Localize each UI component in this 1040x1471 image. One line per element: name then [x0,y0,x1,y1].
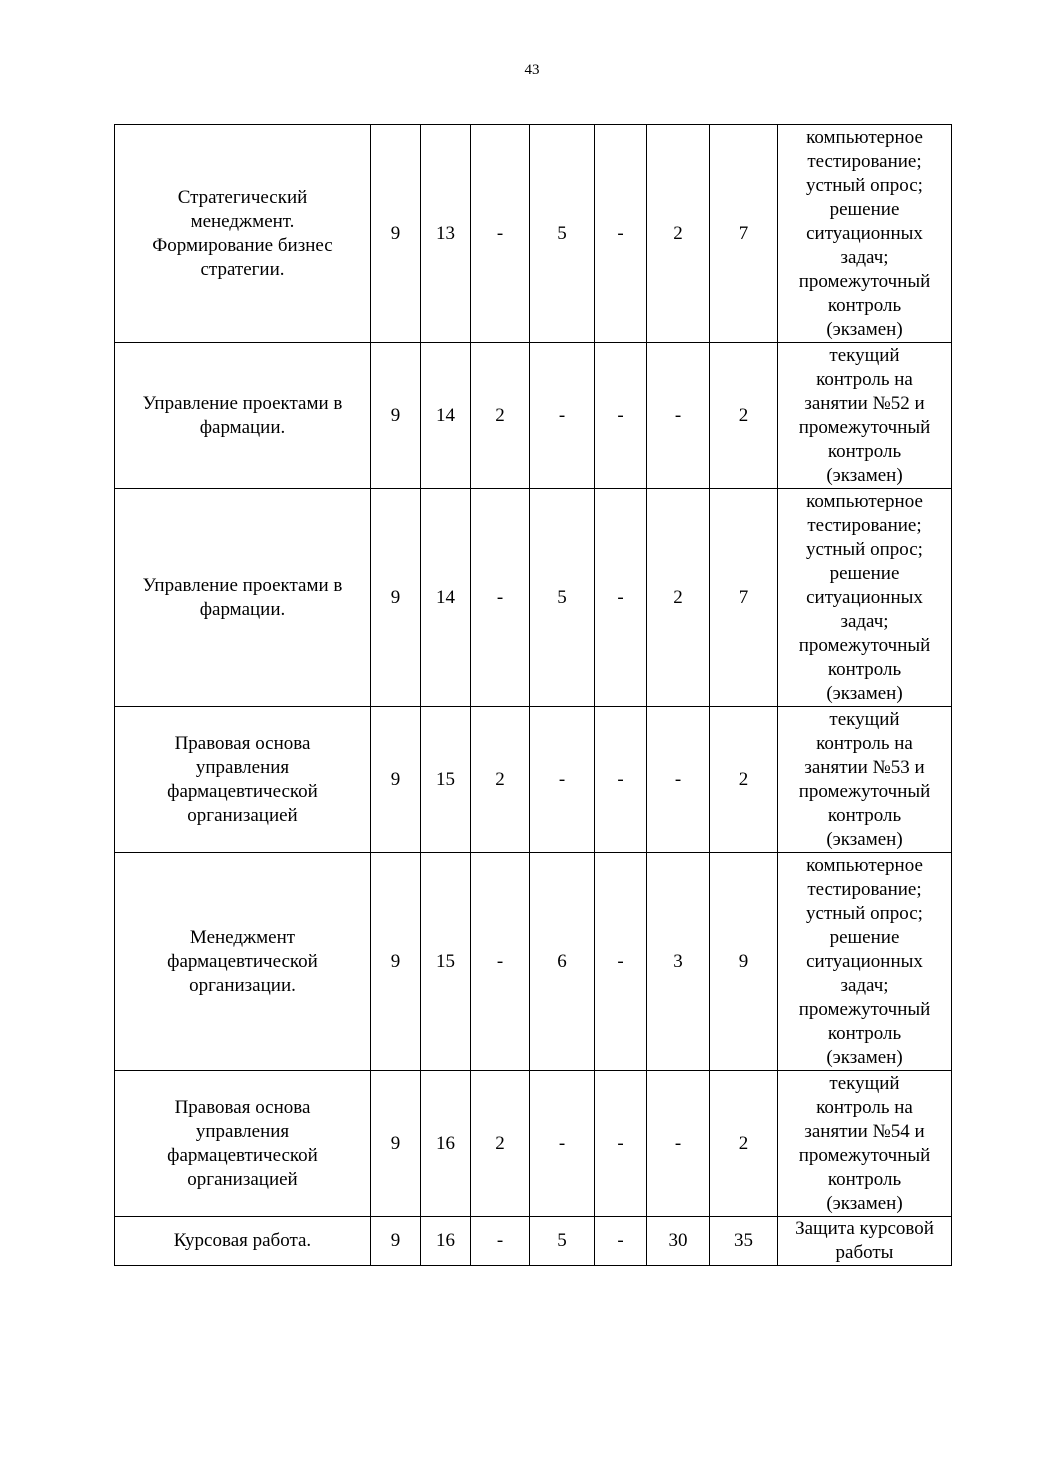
topic-cell [115,343,371,489]
hours-cell: 9 [371,125,421,343]
control-line: (экзамен) [826,828,903,850]
hours-cell: - [471,125,530,343]
hours-cell: 3 [647,853,710,1071]
hours-cell: 30 [647,1217,710,1266]
control-form-cell [778,853,952,1071]
hours-cell: 14 [421,343,471,489]
hours-cell: 9 [710,853,778,1071]
hours-cell: 16 [421,1217,471,1266]
topic-cell [115,853,371,1071]
hours-cell: - [595,489,647,707]
hours-cell: 2 [710,707,778,853]
table-row [115,489,952,707]
table-row [115,1071,952,1217]
control-line: решение [829,562,900,584]
topic-line: управления [195,756,290,778]
hours-cell: - [595,343,647,489]
control-line: промежуточный [798,1144,931,1166]
hours-cell: 9 [371,853,421,1071]
topic-cell [115,125,371,343]
control-line: устный опрос; [806,174,923,196]
control-line: контроль на [816,368,913,390]
hours-cell: 5 [530,1217,595,1266]
hours-cell: - [647,707,710,853]
hours-cell: 15 [421,853,471,1071]
hours-cell: 15 [421,707,471,853]
control-line: (экзамен) [826,318,903,340]
hours-cell: 2 [471,343,530,489]
control-line: занятии №52 и [804,392,925,414]
topic-line: организацией [187,1168,298,1190]
control-line: задач; [840,610,889,632]
control-line: занятии №54 и [804,1120,925,1142]
control-line: компьютерное [806,126,923,148]
control-line: контроль [827,804,902,826]
topic-line: фармации. [199,416,286,438]
hours-cell: - [595,125,647,343]
hours-cell: 14 [421,489,471,707]
control-line: устный опрос; [806,902,923,924]
hours-cell: - [595,853,647,1071]
hours-cell: 9 [371,707,421,853]
control-line: устный опрос; [806,538,923,560]
hours-cell: - [530,1071,595,1217]
topic-line: Формирование бизнес [152,234,333,256]
control-line: контроль на [816,732,913,754]
control-form-cell [778,707,952,853]
control-line: Защита курсовой [795,1218,934,1239]
control-line: ситуационных [806,222,923,244]
topic-line: фармацевтической [167,780,318,802]
control-line: тестирование; [807,514,922,536]
hours-cell: - [647,343,710,489]
topic-line: фармацевтической [167,1144,318,1166]
topic-cell [115,1217,371,1266]
control-line: компьютерное [806,490,923,512]
control-line: контроль [827,440,902,462]
control-line: (экзамен) [826,1046,903,1068]
hours-cell: 7 [710,125,778,343]
table-row [115,343,952,489]
control-line: контроль [827,294,902,316]
topic-cell [115,707,371,853]
control-line: работы [835,1242,894,1263]
control-line: (экзамен) [826,1192,903,1214]
control-line: компьютерное [806,854,923,876]
control-line: текущий [829,1072,900,1094]
topic-line: менеджмент. [190,210,295,232]
control-form-cell [778,1217,952,1266]
hours-cell: 9 [371,1217,421,1266]
hours-cell: 2 [710,343,778,489]
topic-cell [115,489,371,707]
control-line: решение [829,926,900,948]
hours-cell: 6 [530,853,595,1071]
hours-cell: - [530,343,595,489]
hours-cell: 2 [471,1071,530,1217]
control-line: решение [829,198,900,220]
hours-cell: 2 [471,707,530,853]
control-line: (экзамен) [826,464,903,486]
hours-cell: - [471,489,530,707]
control-line: текущий [829,708,900,730]
topic-line: Правовая основа [174,732,311,754]
table-row [115,1217,952,1266]
hours-cell: - [595,707,647,853]
control-form-cell [778,489,952,707]
control-form-cell [778,343,952,489]
topic-line: управления [195,1120,290,1142]
control-line: (экзамен) [826,682,903,704]
hours-cell: - [530,707,595,853]
topic-line: организации. [189,974,296,996]
topic-line: Управление проектами в [142,392,343,414]
hours-cell: - [471,853,530,1071]
hours-cell: 7 [710,489,778,707]
hours-cell: 2 [647,125,710,343]
topic-line: Управление проектами в [142,574,343,596]
control-form-cell [778,1071,952,1217]
hours-cell: 2 [647,489,710,707]
hours-cell: 5 [530,489,595,707]
control-line: ситуационных [806,950,923,972]
topic-line: стратегии. [200,258,285,280]
control-line: тестирование; [807,878,922,900]
control-line: ситуационных [806,586,923,608]
topic-line: Менеджмент [189,926,296,948]
control-line: контроль [827,658,902,680]
control-form-cell [778,125,952,343]
hours-cell: 5 [530,125,595,343]
control-line: контроль [827,1168,902,1190]
hours-cell: - [595,1071,647,1217]
hours-cell: 2 [710,1071,778,1217]
study-plan-table [114,124,952,1266]
table-row [115,707,952,853]
topic-line: фармацевтической [167,950,318,972]
control-line: промежуточный [798,998,931,1020]
control-line: промежуточный [798,416,931,438]
hours-cell: 35 [710,1217,778,1266]
control-line: текущий [829,344,900,366]
control-line: промежуточный [798,270,931,292]
hours-cell: - [647,1071,710,1217]
hours-cell: 9 [371,489,421,707]
hours-cell: 13 [421,125,471,343]
table-body [115,125,952,1266]
control-line: задач; [840,974,889,996]
control-line: задач; [840,246,889,268]
topic-line: Правовая основа [174,1096,311,1118]
control-line: промежуточный [798,634,931,656]
topic-line: Стратегический [177,186,308,208]
table-row [115,853,952,1071]
hours-cell: 16 [421,1071,471,1217]
hours-cell: - [471,1217,530,1266]
topic-cell [115,1071,371,1217]
control-line: контроль [827,1022,902,1044]
topic-line: Курсовая работа. [173,1230,312,1251]
table-row [115,125,952,343]
topic-line: организацией [187,804,298,826]
topic-line: фармации. [199,598,286,620]
control-line: занятии №53 и [804,756,925,778]
hours-cell: 9 [371,343,421,489]
control-line: тестирование; [807,150,922,172]
control-line: контроль на [816,1096,913,1118]
control-line: промежуточный [798,780,931,802]
page-number: 43 [524,62,540,78]
hours-cell: 9 [371,1071,421,1217]
hours-cell: - [595,1217,647,1266]
